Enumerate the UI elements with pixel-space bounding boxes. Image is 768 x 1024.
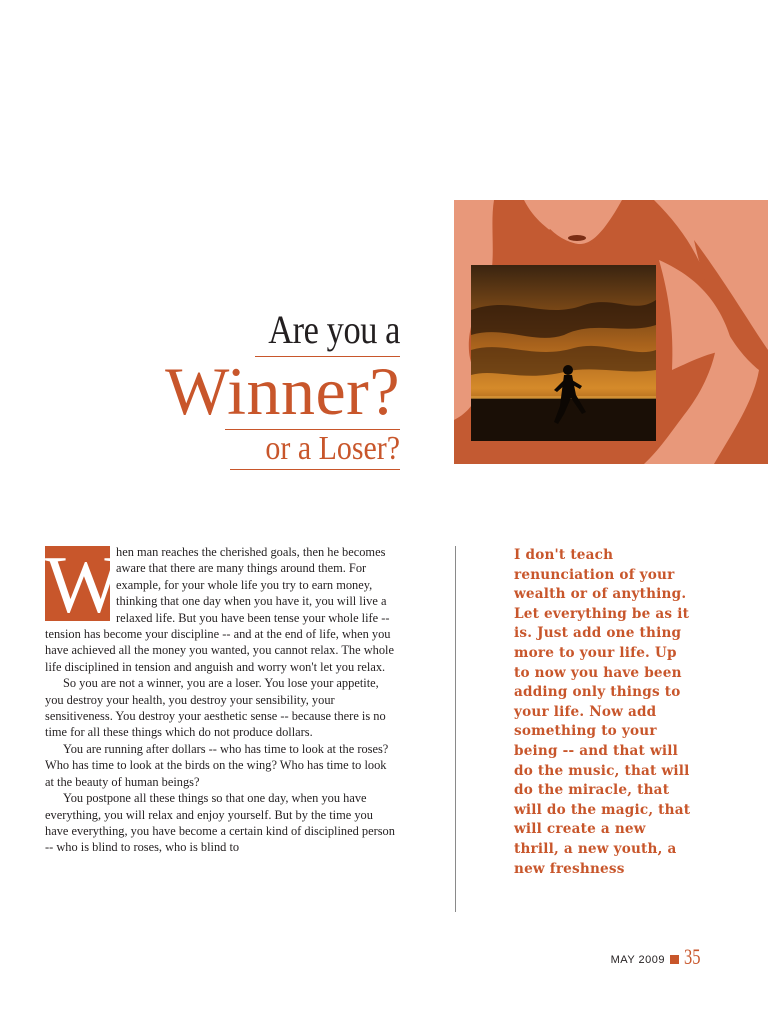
illustration-graphic (454, 200, 768, 464)
article-paragraph-1: hen man reaches the cherished goals, then he becomes aware that there are many things around them. For example, for your whole life you try to earn money, thinking that one day when you have it, you will live a relaxed life. But you have been tense your whole life -- tension has become your discipline -- and at the end of life, when you have achieved all the money you wanted, you cannot relax. The whole life disciplined in tension and anguish and worry won't let you relax. (45, 545, 394, 674)
article-body (45, 539, 397, 856)
article-paragraph-3: You are running after dollars -- who has time to look at the roses? Who has time to look at the birds on the wing? Who has time to look at the beauty of human beings? (45, 741, 389, 789)
article-title (120, 300, 400, 470)
article-paragraph-4: You postpone all these things so that one day, when you have everything, you will relax and enjoy yourself. But by the time you have everything, you have become a certain kind of disciplined person -- who is blind to roses, who is blind to (45, 791, 395, 855)
pull-quote: I don't teach renunciation of your wealth or of anything. Let everything be as it is. Just add one thing more to your life. Up to now you have been adding only things to your life. Now add something to your being -- and that will do the music, that will do the miracle, that will do the magic, that will create a new thrill, a new youth, a new freshness (514, 547, 691, 877)
page-footer (611, 946, 706, 968)
title-line-1: Are you a (268, 307, 400, 352)
title-line-2: Winner? (165, 353, 400, 429)
title-rule-3 (230, 469, 400, 470)
title-line-3: or a Loser? (265, 430, 400, 467)
page-number: 35 (684, 944, 701, 969)
footer-square-icon (670, 955, 679, 964)
drop-cap: W (45, 539, 123, 630)
column-divider (455, 546, 456, 912)
issue-date: MAY 2009 (610, 954, 665, 966)
illustration (454, 200, 768, 464)
runner-photo (471, 265, 656, 441)
article-paragraph-2: So you are not a winner, you are a loser. You lose your appetite, you destroy your health, you destroy your sensibility, your sensitiveness. You destroy your aesthetic sense -- because there is no time for all these things which do not produce dollars. (45, 676, 386, 740)
